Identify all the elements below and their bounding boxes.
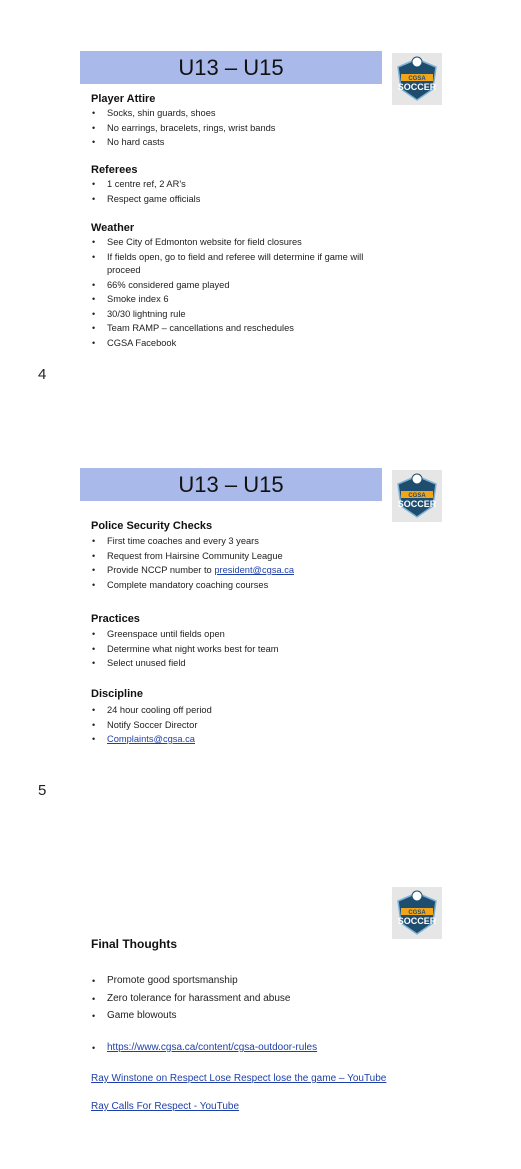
outdoor-rules-link[interactable]: https://www.cgsa.ca/content/cgsa-outdoor-rules bbox=[107, 1042, 318, 1053]
president-email-link[interactable]: president@cgsa.ca bbox=[214, 565, 295, 575]
section-heading-referees: Referees bbox=[91, 164, 138, 176]
player-attire-list bbox=[91, 107, 421, 151]
list-item: • Smoke index 6 bbox=[92, 294, 169, 304]
final-thoughts-heading: Final Thoughts bbox=[91, 937, 177, 951]
svg-text:CGSA: CGSA bbox=[408, 493, 426, 499]
respect-video-link[interactable]: Ray Winstone on Respect Lose Respect lose the game – YouTube bbox=[91, 1073, 387, 1084]
page-number: 5 bbox=[38, 782, 47, 799]
section-heading-discipline: Discipline bbox=[91, 688, 143, 700]
list-item: • Notify Soccer Director bbox=[92, 719, 198, 730]
list-item: • See City of Edmonton website for field closures bbox=[92, 237, 302, 247]
svg-text:SOCCER: SOCCER bbox=[397, 82, 437, 92]
list-item: • Promote good sportsmanship bbox=[92, 975, 238, 986]
svg-text:SOCCER: SOCCER bbox=[397, 499, 437, 509]
cgsa-soccer-logo-icon bbox=[392, 53, 442, 105]
list-item: • Socks, shin guards, shoes bbox=[92, 108, 216, 118]
list-item: • No hard casts bbox=[92, 137, 165, 147]
slide-4 bbox=[0, 0, 521, 400]
list-item: • No earrings, bracelets, rings, wrist bands bbox=[92, 122, 276, 133]
outdoor-rules-link-list bbox=[91, 1040, 421, 1058]
list-item: • If fields open, go to field and referee will determine if game will proceed bbox=[92, 251, 364, 275]
list-item: • Game blowouts bbox=[92, 1010, 177, 1021]
list-item: • 30/30 lightning rule bbox=[92, 308, 186, 319]
cgsa-soccer-logo-icon bbox=[392, 887, 442, 939]
police-checks-list bbox=[91, 535, 421, 593]
svg-text:CGSA: CGSA bbox=[408, 910, 426, 916]
weather-list bbox=[91, 236, 421, 351]
svg-text:CGSA: CGSA bbox=[408, 76, 426, 82]
list-item: • Complaints@cgsa.ca bbox=[92, 734, 195, 744]
list-item: • Complete mandatory coaching courses bbox=[92, 579, 269, 590]
referees-list bbox=[91, 178, 421, 207]
slide-5 bbox=[0, 417, 521, 817]
cgsa-soccer-logo-icon bbox=[392, 470, 442, 522]
practices-list bbox=[91, 628, 421, 672]
list-item: • Respect game officials bbox=[92, 193, 201, 204]
list-item: • Greenspace until fields open bbox=[92, 629, 225, 639]
page-number: 4 bbox=[38, 366, 47, 383]
discipline-list bbox=[91, 704, 421, 748]
ray-calls-for-respect-link[interactable]: Ray Calls For Respect - YouTube bbox=[91, 1101, 240, 1112]
list-item: • 66% considered game played bbox=[92, 279, 230, 290]
section-heading-police-checks: Police Security Checks bbox=[91, 520, 213, 532]
svg-text:SOCCER: SOCCER bbox=[397, 916, 437, 926]
list-item: • 1 centre ref, 2 AR's bbox=[92, 179, 186, 189]
list-item: • First time coaches and every 3 years bbox=[92, 536, 259, 546]
slide-final-thoughts bbox=[0, 834, 521, 1169]
list-item: • CGSA Facebook bbox=[92, 337, 177, 348]
section-heading-player-attire: Player Attire bbox=[91, 93, 156, 105]
list-item: • Determine what night works best for team bbox=[92, 643, 279, 654]
slide-title: U13 – U15 bbox=[80, 51, 382, 84]
section-heading-practices: Practices bbox=[91, 613, 140, 625]
list-item: • 24 hour cooling off period bbox=[92, 705, 212, 715]
slide-title: U13 – U15 bbox=[80, 468, 382, 501]
list-item: • Select unused field bbox=[92, 658, 186, 668]
list-item: • Team RAMP – cancellations and reschedules bbox=[92, 323, 294, 333]
section-heading-weather: Weather bbox=[91, 222, 135, 234]
final-thoughts-list bbox=[91, 973, 421, 1026]
list-item: • Request from Hairsine Community League bbox=[92, 550, 283, 561]
complaints-email-link[interactable]: Complaints@cgsa.ca bbox=[107, 734, 195, 744]
list-item: • Provide NCCP number to president@cgsa.ca bbox=[92, 565, 295, 575]
list-item: • https://www.cgsa.ca/content/cgsa-outdoor-rules bbox=[92, 1042, 318, 1053]
list-item: • Zero tolerance for harassment and abuse bbox=[92, 992, 291, 1004]
